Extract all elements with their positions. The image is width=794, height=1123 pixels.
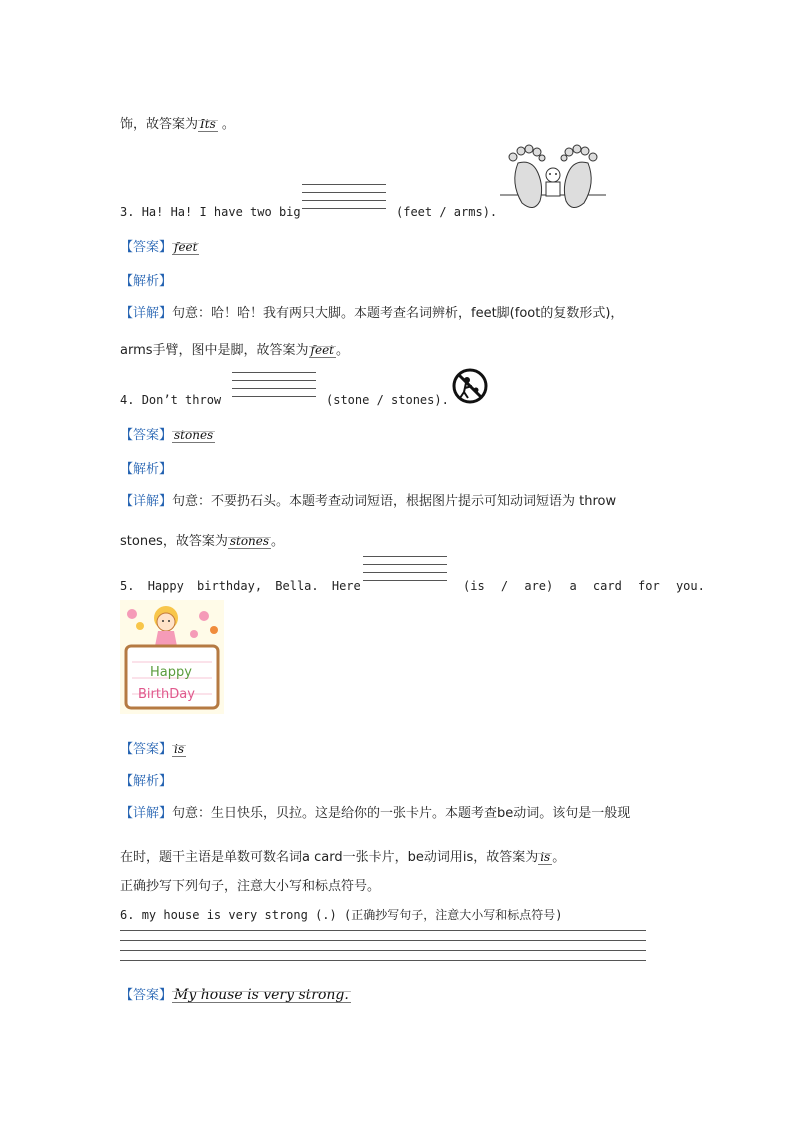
q3-text-after: (feet / arms).	[396, 205, 498, 219]
q3-writing-lines	[302, 184, 386, 216]
q3-analysis-label: 【解析】	[120, 274, 173, 289]
q4-detail-1	[120, 490, 616, 509]
q5-detail-end: 。	[552, 850, 566, 865]
q3-detail-2	[120, 339, 349, 358]
q5-number: 5.	[120, 579, 135, 593]
q4-answer-label: 【答案】	[120, 428, 173, 443]
q5-detail-2	[120, 846, 565, 865]
q4-question	[120, 393, 221, 407]
q4-detail-answer: stones	[229, 534, 270, 548]
q5-question	[120, 579, 361, 593]
no-throwing-stones-icon	[452, 368, 488, 404]
q6-answer-label: 【答案】	[120, 988, 173, 1003]
q3-answer: feet	[174, 240, 198, 254]
q4-detail-text1: 句意：不要扔石头。本题考查动词短语，根据图片提示可知动词短语为 throw	[172, 494, 617, 509]
q4-answer-line	[120, 424, 215, 443]
q4-text-after: (stone / stones).	[326, 393, 449, 407]
q6-answer: My house is very strong.	[174, 987, 349, 1003]
q5-text-before: Happy birthday, Bella. Here	[147, 579, 361, 593]
q6-number: 6.	[120, 908, 135, 922]
q3-detail-answer: feet	[310, 343, 334, 357]
q6-answer-line	[120, 984, 351, 1003]
q3-detail-end: 。	[336, 343, 350, 358]
q5-detail-label: 【详解】	[120, 806, 173, 821]
q3-text-before: Ha! Ha! I have two big	[141, 205, 301, 219]
intro-answer: Its	[200, 117, 216, 131]
q4-detail-end: 。	[271, 534, 285, 549]
q3-detail-text1: 句意：哈！哈！我有两只大脚。本题考查名词辨析，feet脚(foot的复数形式)，	[172, 306, 624, 321]
q3-answer-line	[120, 236, 199, 255]
q5-detail-answer: is	[540, 850, 551, 864]
q4-detail-text2: stones，故答案为	[120, 534, 228, 549]
birthday-card-picture	[120, 600, 224, 714]
q5-detail-text2: 在时，题干主语是单数可数名词a card一张卡片，be动词用is，故答案为	[120, 850, 539, 865]
q4-writing-lines	[232, 372, 316, 404]
card-text-birthday: BirthDay	[138, 687, 195, 702]
q5-analysis-label: 【解析】	[120, 774, 173, 789]
q6-writing-lines	[120, 930, 646, 968]
q5-detail-1	[120, 802, 630, 821]
q4-number: 4.	[120, 393, 135, 407]
q4-answer: stones	[174, 428, 214, 442]
section-instruction: 正确抄写下列句子，注意大小写和标点符号。	[120, 879, 381, 894]
q5-answer-line	[120, 738, 186, 757]
q6-text: my house is very strong (.) (正确抄写句子，注意大小写和标点符号)	[141, 908, 563, 922]
q5-writing-lines	[363, 556, 447, 588]
q5-text-after: (is / are) a card for you.	[463, 579, 705, 593]
q4-detail-label: 【详解】	[120, 494, 173, 509]
q4-detail-2	[120, 530, 284, 549]
q4-analysis-label: 【解析】	[120, 462, 173, 477]
q5-answer: is	[174, 742, 185, 756]
q6-question	[120, 906, 562, 923]
q3-detail-1	[120, 302, 623, 321]
q4-text-before: Don’t throw	[141, 393, 222, 407]
feet-picture	[500, 143, 606, 215]
q3-detail-label: 【详解】	[120, 306, 173, 321]
q3-answer-label: 【答案】	[120, 240, 173, 255]
intro-line	[120, 113, 235, 132]
q3-number: 3.	[120, 205, 135, 219]
q5-detail-text1: 句意：生日快乐，贝拉。这是给你的一张卡片。本题考查be动词。该句是一般现	[172, 806, 631, 821]
intro-end: 。	[221, 117, 235, 132]
q3-question	[120, 205, 301, 219]
q5-answer-label: 【答案】	[120, 742, 173, 757]
card-text-happy: Happy	[150, 665, 192, 680]
intro-text: 饰，故答案为	[120, 117, 199, 132]
q3-detail-text2: arms手臂，图中是脚，故答案为	[120, 343, 309, 358]
